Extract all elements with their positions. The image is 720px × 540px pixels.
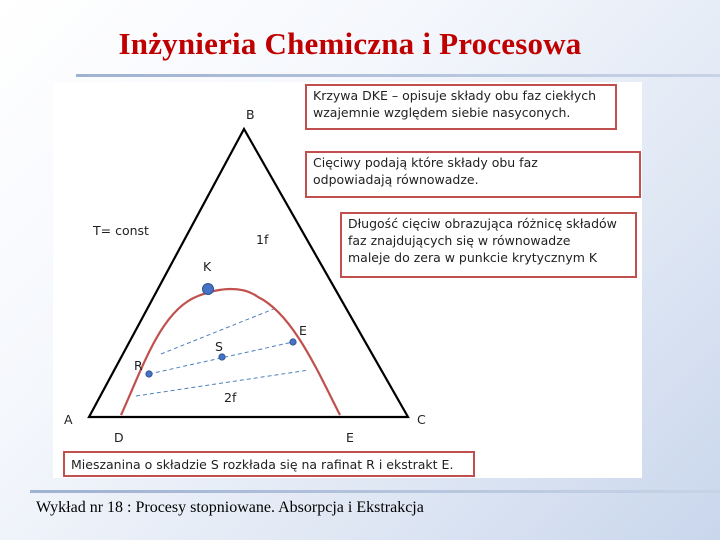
one-phase-label: 1f [256,232,269,247]
title-divider [76,74,720,77]
footer-divider [30,490,720,493]
note-tie-length-line-3: maleje do zera w punkcie krytycznym K [348,250,598,265]
point-label-k: K [203,259,212,274]
raffinate-point-r [146,371,152,377]
note-tie-lines-line-2: odpowiadają równowadze. [313,172,479,187]
note-dke-curve-line-2: wzajemnie względem siebie nasyconych. [313,105,571,120]
slide-title: Inżynieria Chemiczna i Procesowa [118,26,582,61]
vertex-label-c: C [417,412,426,427]
ternary-diagram-svg [53,82,642,478]
note-tie-length-line-2: faz znajdujących się w równowadze [348,233,571,248]
tie-line-3 [136,370,309,396]
note-tie-lines [305,151,641,198]
vertex-label-a: A [64,412,73,427]
critical-point-k [203,284,214,295]
point-label-s: S [215,339,223,354]
point-label-d: D [114,430,124,445]
mixture-point-s [219,354,225,360]
ternary-diagram-figure [53,82,642,478]
point-label-e-curve: E [299,323,307,338]
extract-point-e [290,339,296,345]
note-tie-lines-line-1: Cięciwy podają które składy obu faz [313,155,538,170]
point-label-r: R [134,358,143,373]
vertex-label-b: B [246,107,255,122]
slide-footer: Wykład nr 18 : Procesy stopniowane. Absorpcja i Ekstrakcja [36,499,424,516]
note-tie-length-line-1: Długość cięciw obrazująca różnicę składów [348,216,617,231]
two-phase-label: 2f [224,390,237,405]
note-dke-curve [305,84,617,130]
note-mixture-text: Mieszanina o składzie S rozkłada się na rafinat R i ekstrakt E. [71,457,454,472]
temperature-label: T= const [93,223,149,238]
note-tie-length [340,212,637,278]
point-label-e-base: E [346,430,354,445]
note-mixture [63,451,475,477]
note-dke-curve-line-1: Krzywa DKE – opisuje składy obu faz ciekłych [313,88,597,103]
